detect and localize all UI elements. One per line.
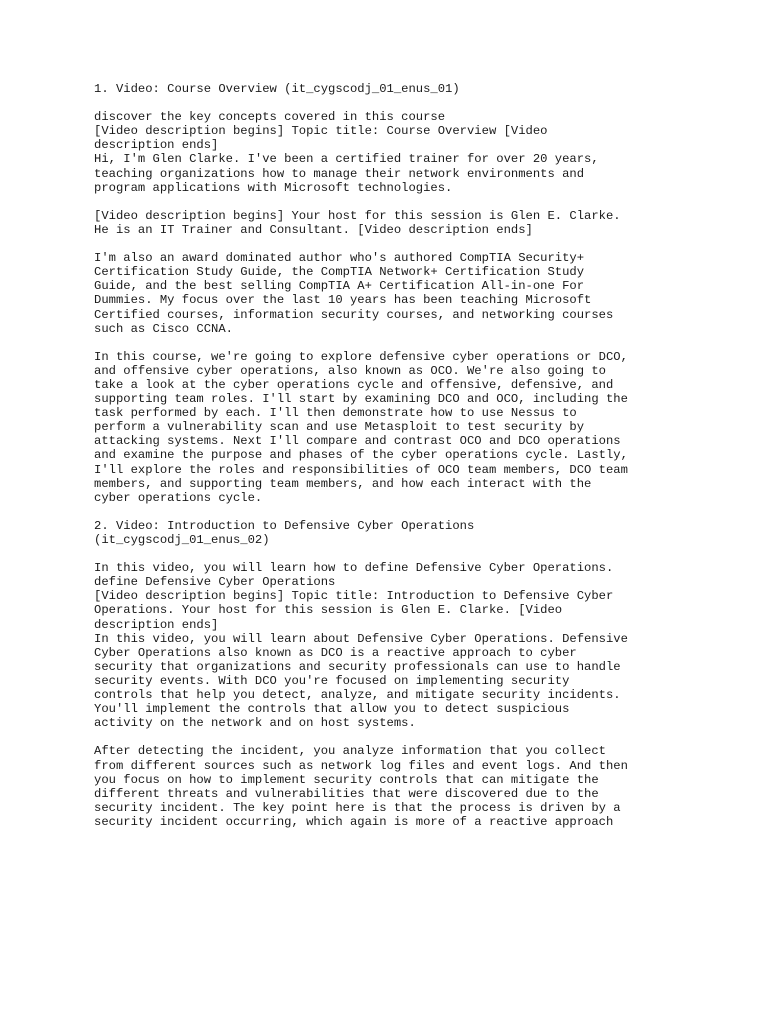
text-line: Certification Study Guide, the CompTIA Network+ Certification Study — [94, 265, 585, 280]
text-line: controls that help you detect, analyze, and mitigate security incidents. — [94, 688, 621, 703]
text-line: discover the key concepts covered in this course — [94, 110, 446, 125]
document-page — [94, 82, 694, 829]
text-line: from different sources such as network log files and event logs. And then — [94, 758, 628, 773]
section-heading — [94, 82, 694, 96]
paragraph — [94, 350, 694, 505]
heading-line: (it_cygscodj_01_enus_02) — [94, 533, 270, 547]
text-line: In this course, we're going to explore defensive cyber operations or DCO, — [94, 349, 628, 364]
text-line: supporting team roles. I'll start by examining DCO and OCO, including the — [94, 392, 628, 407]
paragraph-gap — [94, 195, 694, 209]
text-line: and examine the purpose and phases of the cyber operations cycle. Lastly, — [94, 448, 628, 463]
text-line: teaching organizations how to manage their network environments and — [94, 166, 585, 181]
text-line: Hi, I'm Glen Clarke. I've been a certified trainer for over 20 years, — [94, 152, 599, 167]
section-heading — [94, 519, 694, 547]
paragraph-gap — [94, 730, 694, 744]
paragraph-gap — [94, 96, 694, 110]
text-line: After detecting the incident, you analyze information that you collect — [94, 744, 606, 759]
text-line: different threats and vulnerabilities that were discovered due to the — [94, 786, 599, 801]
text-line: I'll explore the roles and responsibilities of OCO team members, DCO team — [94, 462, 628, 477]
text-line: Certified courses, information security courses, and networking courses — [94, 307, 614, 322]
text-line: description ends] — [94, 138, 219, 153]
heading-line: 2. Video: Introduction to Defensive Cyber Operations — [94, 518, 475, 533]
text-line: you focus on how to implement security controls that can mitigate the — [94, 772, 599, 787]
text-line: program applications with Microsoft technologies. — [94, 180, 453, 195]
text-line: security events. With DCO you're focused on implementing security — [94, 673, 570, 688]
text-line: [Video description begins] Your host for this session is Glen E. Clarke. — [94, 208, 621, 223]
section-intro-defensive-cyber-operations — [94, 519, 694, 829]
paragraph-gap — [94, 505, 694, 519]
section-course-overview — [94, 82, 694, 505]
text-line: Cyber Operations also known as DCO is a reactive approach to cyber — [94, 645, 577, 660]
text-line: attacking systems. Next I'll compare and contrast OCO and DCO operations — [94, 434, 621, 449]
text-line: such as Cisco CCNA. — [94, 321, 233, 336]
paragraph — [94, 209, 694, 237]
text-line: define Defensive Cyber Operations — [94, 575, 336, 590]
text-line: description ends] — [94, 617, 219, 632]
text-line: security incident. The key point here is that the process is driven by a — [94, 800, 621, 815]
text-line: security incident occurring, which again is more of a reactive approach — [94, 814, 614, 829]
paragraph — [94, 561, 694, 730]
text-line: security that organizations and security professionals can use to handle — [94, 659, 621, 674]
paragraph-gap — [94, 237, 694, 251]
text-line: [Video description begins] Topic title: Introduction to Defensive Cyber — [94, 589, 614, 604]
paragraph — [94, 744, 694, 829]
text-line: take a look at the cyber operations cycle and offensive, defensive, and — [94, 377, 614, 392]
text-line: members, and supporting team members, and how each interact with the — [94, 476, 592, 491]
paragraph — [94, 110, 694, 195]
text-line: cyber operations cycle. — [94, 490, 263, 505]
text-line: In this video, you will learn about Defensive Cyber Operations. Defensive — [94, 631, 628, 646]
text-line: perform a vulnerability scan and use Metasploit to test security by — [94, 420, 585, 435]
paragraph — [94, 251, 694, 336]
text-line: task performed by each. I'll then demonstrate how to use Nessus to — [94, 406, 577, 421]
text-line: In this video, you will learn how to define Defensive Cyber Operations. — [94, 561, 614, 576]
heading-line: 1. Video: Course Overview (it_cygscodj_01_enus_01) — [94, 82, 460, 96]
paragraph-gap — [94, 336, 694, 350]
text-line: He is an IT Trainer and Consultant. [Video description ends] — [94, 222, 533, 237]
paragraph-gap — [94, 547, 694, 561]
text-line: I'm also an award dominated author who's authored CompTIA Security+ — [94, 251, 585, 266]
text-line: You'll implement the controls that allow you to detect suspicious — [94, 702, 570, 717]
text-line: Guide, and the best selling CompTIA A+ Certification All-in-one For — [94, 279, 585, 294]
text-line: Operations. Your host for this session is Glen E. Clarke. [Video — [94, 603, 563, 618]
text-line: activity on the network and on host systems. — [94, 716, 416, 731]
text-line: Dummies. My focus over the last 10 years has been teaching Microsoft — [94, 293, 592, 308]
text-line: and offensive cyber operations, also known as OCO. We're also going to — [94, 363, 606, 378]
text-line: [Video description begins] Topic title: Course Overview [Video — [94, 124, 548, 139]
